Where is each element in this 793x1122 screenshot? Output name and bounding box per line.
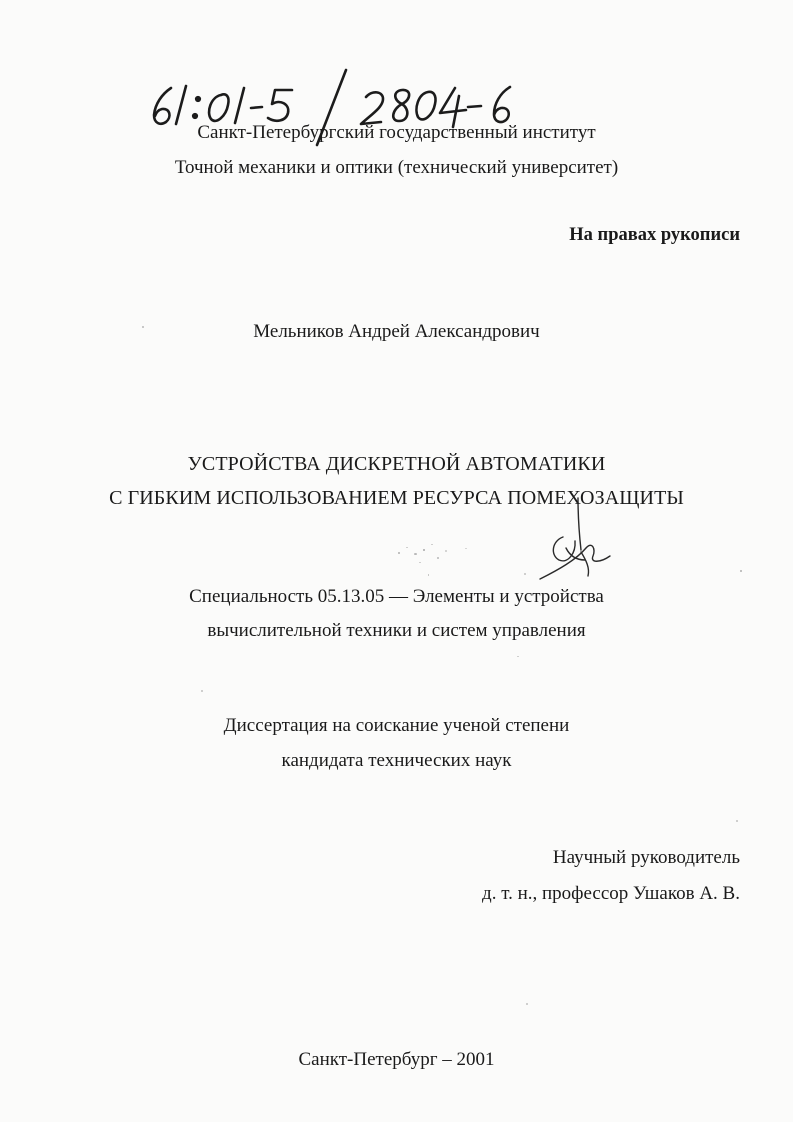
institute-line-2: Точной механики и оптики (технический университет) [174, 157, 619, 178]
title-line-1: УСТРОЙСТВА ДИСКРЕТНОЙ АВТОМАТИКИ [187, 453, 606, 475]
manuscript-note: На правах рукописи [569, 225, 740, 245]
specialty-line-1: Специальность 05.13.05 — Элементы и устройства [189, 586, 604, 607]
specialty-line-2: вычислительной техники и систем управления [207, 620, 586, 641]
supervisor-role: Научный руководитель [552, 847, 740, 868]
title-line-2: С ГИБКИМ ИСПОЛЬЗОВАНИЕМ РЕСУРСА ПОМЕХОЗАЩИТЫ [109, 487, 684, 509]
degree-line-1: Диссертация на соискание ученой степени [223, 715, 570, 736]
degree-line-2: кандидата технических наук [281, 750, 512, 771]
institute-line-1: Санкт-Петербургский государственный институт [197, 122, 596, 143]
supervisor-name: д. т. н., профессор Ушаков А. В. [482, 883, 740, 904]
author-name: Мельников Андрей Александрович [253, 321, 540, 342]
place-and-year: Санкт-Петербург – 2001 [298, 1049, 495, 1070]
